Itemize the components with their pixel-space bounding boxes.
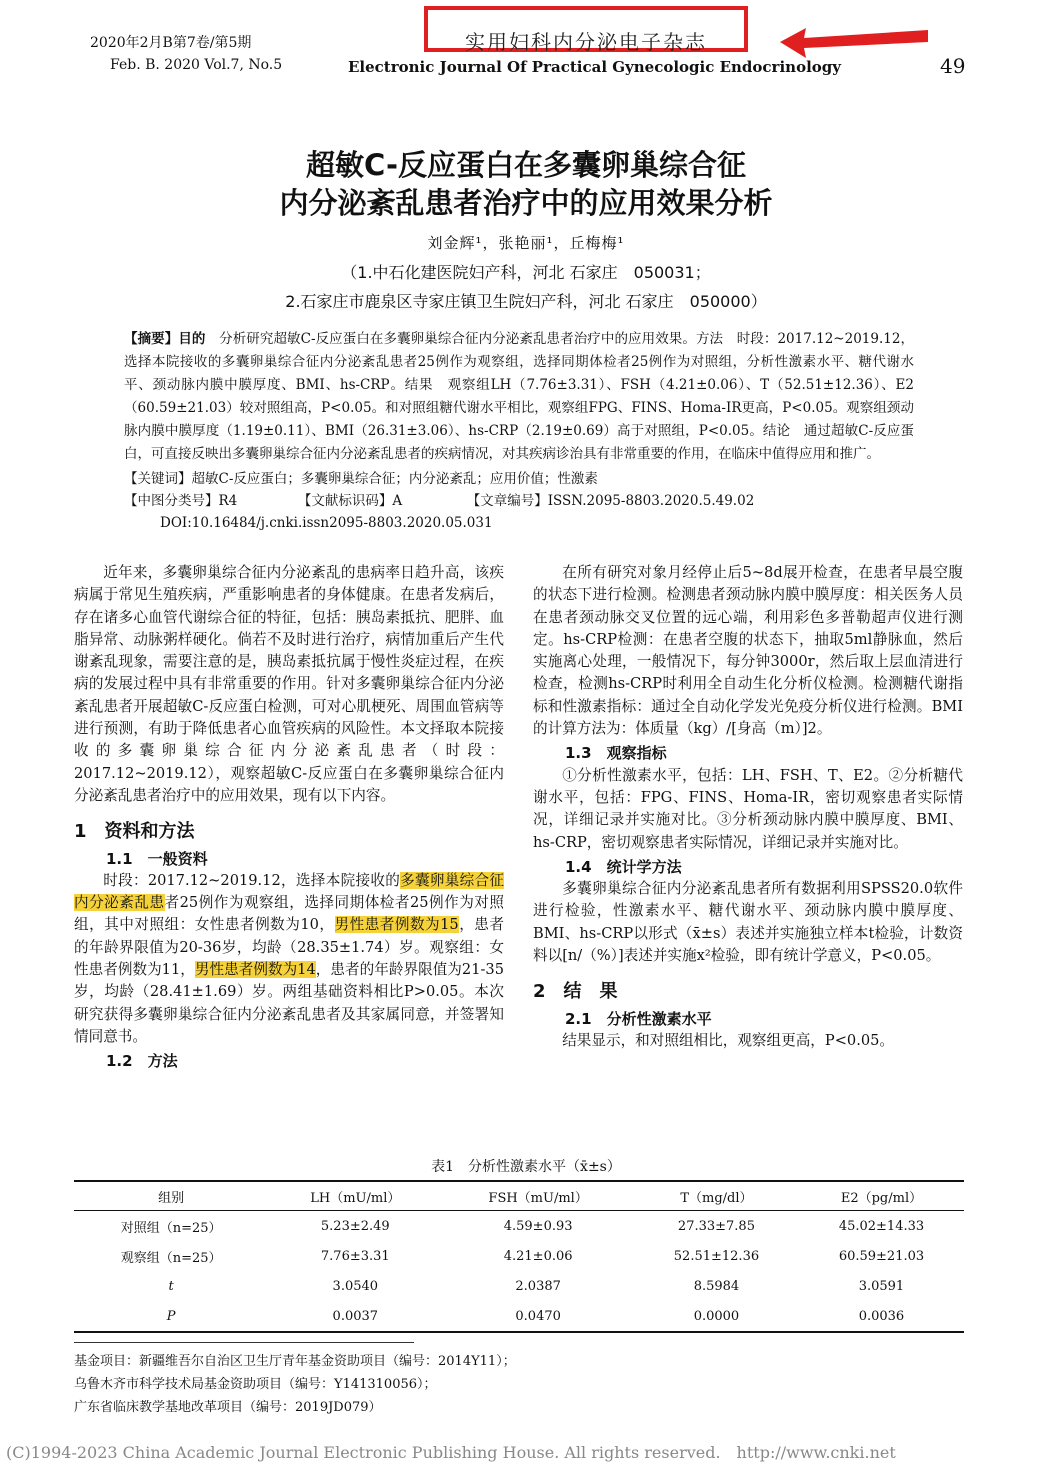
table-cell: 8.5984 — [693, 1278, 740, 1294]
section-1-2-heading: 1.2 方法 — [106, 1052, 178, 1071]
doi: DOI:10.16484/j.cnki.issn2095-8803.2020.05.031 — [160, 515, 493, 531]
column-header: 组别 — [74, 1181, 268, 1211]
affiliation-2: 2.石家庄市鹿泉区寺家庄镇卫生院妇产科，河北 石家庄 050000） — [285, 292, 767, 311]
table-cell: 2.0387 — [515, 1278, 561, 1294]
article-title-line2: 内分泌紊乱患者治疗中的应用效果分析 — [279, 186, 773, 220]
section-1-3-heading: 1.3 观察指标 — [565, 744, 667, 763]
copyright-footer: (C)1994-2023 China Academic Journal Electronic Publishing House. All rights reserved. http://www.cnki.net — [6, 1443, 896, 1462]
table-cell: 0.0000 — [634, 1301, 799, 1332]
table-cell: 4.21±0.06 — [503, 1248, 573, 1264]
issue-info — [90, 32, 282, 76]
highlighted-text: 多囊卵巢综合征内分泌紊乱患 — [74, 871, 504, 912]
intro-paragraph: 近年来，多囊卵巢综合征内分泌紊乱的患病率日趋升高，该疾病属于常见生殖疾病，严重影响患者的身体健康。在患者发病后，存在诸多心血管代谢综合征的特征，包括：胰岛素抵抗、肥胖、血脂异常、动脉粥样硬化。倘若不及时进行治疗，病情加重后产生代谢紊乱现象，需要注意的是，胰岛素抵抗属于慢性炎症过程，在疾病的发展过程中具有非常重要的作用。针对多囊卵巢综合征内分泌紊乱患者开展超敏C-反应蛋白检测，可对心肌梗死、周围血管病等进行预测，有助于降低患者心血管疾病的风险性。本文择取本院接收的多囊卵巢综合征内分泌紊乱患者（时段：2017.12~2019.12），观察超敏C-反应蛋白在多囊卵巢综合征内分泌紊乱患者治疗中的应用效果，现有以下内容。 — [74, 564, 504, 804]
article-title-line1: 超敏C-反应蛋白在多囊卵巢综合征 — [306, 148, 746, 182]
table-cell: 对照组（n=25） — [120, 1220, 222, 1236]
general-data-paragraph — [74, 870, 504, 1048]
table-cell: 0.0036 — [799, 1301, 964, 1332]
journal-name-en: Electronic Journal Of Practical Gynecologic Endocrinology — [348, 58, 841, 76]
text-run: ，患者的年龄界限值为21-35岁，均龄（28.41±1.69）岁。两组基础资料相比P>0.05。本次研究获得多囊卵巢综合征内分泌紊乱患者及其家属同意，并签署知情同意书。 — [74, 961, 504, 1045]
method-paragraph: 在所有研究对象月经停止后5~8d展开检查，在患者早晨空腹的状态下进行检测。检测患者颈动脉内膜中膜厚度：相关医务人员在患者颈动脉交叉位置的远心端，利用彩色多普勒超声仪进行测定。hs-CRP检测：在患者空腹的状态下，抽取5ml静脉血，然后实施离心处理，一般情况下，每分钟3000r，然后取上层血清进行检查，检测hs-CRP时利用全自动生化分析仪检测。检测糖代谢指标和性激素指标：通过全自动化学发光免疫分析仪进行检测。BMI的计算方法为：体质量（kg）/[身高（m）]2。 — [533, 564, 963, 738]
funding-item: 基金项目：新疆维吾尔自治区卫生厅青年基金资助项目（编号：2014Y11）； — [74, 1354, 516, 1369]
table-row — [74, 1271, 964, 1301]
funding-item: 乌鲁木齐市科学技术局基金资助项目（编号：Y141310056）； — [74, 1377, 437, 1392]
page-number: 49 — [940, 54, 966, 78]
article-number: 【文章编号】ISSN.2095-8803.2020.5.49.02 — [466, 493, 755, 509]
column-header: FSH（mU/ml） — [442, 1181, 634, 1211]
funding-item: 广东省临床教学基地改革项目（编号：2019JD079） — [74, 1400, 382, 1415]
table-cell: 观察组（n=25） — [120, 1250, 222, 1266]
table-row — [74, 1301, 964, 1332]
keywords: 【关键词】超敏C-反应蛋白；多囊卵巢综合征；内分泌紊乱；应用价值；性激素 — [124, 471, 598, 487]
table-cell: 3.0540 — [332, 1278, 379, 1294]
highlighted-text: 男性患者例数为14 — [194, 961, 316, 979]
funding-notes — [74, 1350, 516, 1419]
highlighted-text: 男性患者例数为15 — [334, 916, 459, 934]
table-cell: 60.59±21.03 — [838, 1248, 925, 1264]
section-1-4-heading: 1.4 统计学方法 — [565, 857, 682, 876]
results-paragraph: 结果显示，和对照组相比，观察组更高，P<0.05。 — [562, 1031, 895, 1049]
text-run: ，患者的年龄界限值为20-36岁，均龄（28.35±1.74）岁。观察组：女性患者例数为11， — [74, 916, 504, 979]
table-title: 表1 分析性激素水平（x̄±s） — [431, 1159, 621, 1175]
classification-line — [124, 490, 914, 512]
table-cell: 27.33±7.85 — [677, 1218, 755, 1234]
column-header: T（mg/dl） — [634, 1181, 799, 1211]
abstract-text: 分析研究超敏C-反应蛋白在多囊卵巢综合征内分泌紊乱患者治疗中的应用效果。方法 时段：2017.12~2019.12，选择本院接收的多囊卵巢综合征内分泌紊乱患者25例作为观察组，选择同期体检者25例作为对照组，分析性激素水平、糖代谢水平、颈动脉内膜中膜厚度、BMI、hs-CRP。结果 观察组LH（7.76±3.31）、FSH（4.21±0.06）、T（52.51±12.36）、E2（60.59±21.03）较对照组高，P<0.05。和对照组糖代谢水平相比，观察组FPG、FINS、Homa-IR更高，P<0.05。观察组颈动脉内膜中膜厚度（1.19±0.11）、BMI（26.31±3.06）、hs-CRP（2.19±0.69）高于对照组，P<0.05。结论 通过超敏C-反应蛋白，可直接反映出多囊卵巢综合征内分泌紊乱患者的疾病情况，对其疾病诊治具有非常重要的作用，在临床中值得应用和推广。 — [124, 331, 915, 462]
authors: 刘金辉¹，张艳丽¹，丘梅梅¹ — [427, 234, 625, 252]
table-cell: 45.02±14.33 — [838, 1218, 925, 1234]
text-run: 时段：2017.12~2019.12，选择本院接收的 — [103, 871, 401, 889]
table-row — [74, 1211, 964, 1242]
table-cell: 52.51±12.36 — [673, 1248, 760, 1264]
footnote-divider — [74, 1342, 414, 1343]
table-cell: 0.0470 — [442, 1301, 634, 1332]
issue-cn: 2020年2月B第7卷/第5期 — [90, 35, 252, 51]
table-header-row — [74, 1181, 964, 1211]
annotation-arrow-icon — [780, 20, 930, 60]
observation-paragraph: ①分析性激素水平，包括：LH、FSH、T、E2。②分析糖代谢水平，包括：FPG、FINS、Homa-IR，密切观察患者实际情况，详细记录并实施对比。③分析颈动脉内膜中膜厚度、BMI、hs-CRP，密切观察患者实际情况，详细记录并实施对比。 — [533, 766, 963, 851]
section-2-heading: 2 结 果 — [533, 981, 618, 1003]
column-header: E2（pg/ml） — [799, 1181, 964, 1211]
document-code: 【文献标识码】A — [297, 493, 403, 509]
table-cell: t — [168, 1278, 174, 1294]
table-cell: 0.0037 — [268, 1301, 442, 1332]
text-run: 者25例作为观察组，选择同期体检者25例作为对照组，其中对照组：女性患者例数为10， — [74, 894, 504, 934]
table-cell: 5.23±2.49 — [320, 1218, 390, 1234]
right-column — [533, 562, 963, 1052]
hormone-table — [74, 1180, 964, 1333]
table-cell: 4.59±0.93 — [503, 1218, 573, 1234]
statistics-paragraph: 多囊卵巢综合征内分泌紊乱患者所有数据利用SPSS20.0软件进行检验，性激素水平、糖代谢水平、颈动脉内膜中膜厚度、BMI、hs-CRP以形式（x̄±s）表述并实施独立样本t检验，计数资料以[n/（%）]表述并实施x²检验，即有统计学意义，P<0.05。 — [533, 880, 963, 965]
section-1-heading: 1 资料和方法 — [74, 821, 195, 843]
abstract-label: 【摘要】目的 — [124, 331, 206, 347]
journal-name-cn: 实用妇科内分泌电子杂志 — [465, 30, 707, 54]
table-cell: P — [74, 1301, 268, 1332]
column-header: LH（mU/ml） — [268, 1181, 442, 1211]
section-1-1-heading: 1.1 一般资料 — [106, 849, 208, 868]
clc-number: 【中图分类号】R4 — [124, 493, 238, 509]
affiliation-1: （1.中石化建医院妇产科，河北 石家庄 050031； — [341, 263, 711, 282]
table-cell: 7.76±3.31 — [320, 1248, 390, 1264]
table-row — [74, 1241, 964, 1271]
issue-en: Feb. B. 2020 Vol.7, No.5 — [110, 57, 283, 73]
left-column — [74, 562, 504, 1073]
table-cell: 3.0591 — [858, 1278, 905, 1294]
abstract — [124, 328, 914, 534]
section-2-1-heading: 2.1 分析性激素水平 — [565, 1009, 712, 1028]
